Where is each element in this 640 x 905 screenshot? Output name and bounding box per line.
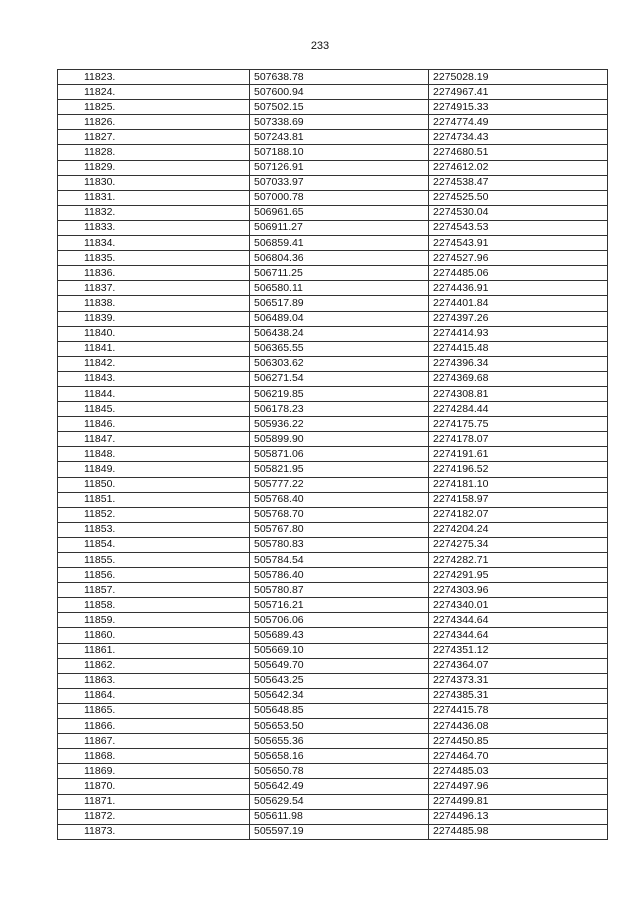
y-coordinate-cell: 2274436.08 [429, 719, 608, 734]
x-coordinate-cell: 507000.78 [250, 190, 429, 205]
x-coordinate-cell: 505655.36 [250, 734, 429, 749]
y-coordinate-cell: 2274181.10 [429, 477, 608, 492]
x-coordinate-cell: 506489.04 [250, 311, 429, 326]
table-row [58, 205, 608, 220]
table-row [58, 809, 608, 824]
point-number-cell: 11842. [58, 356, 250, 371]
point-number-cell: 11859. [58, 613, 250, 628]
point-number-cell: 11836. [58, 266, 250, 281]
x-coordinate-cell: 505648.85 [250, 703, 429, 718]
point-number-cell: 11829. [58, 160, 250, 175]
point-number-cell: 11824. [58, 85, 250, 100]
point-number-cell: 11826. [58, 115, 250, 130]
x-coordinate-cell: 505653.50 [250, 719, 429, 734]
point-number-cell: 11833. [58, 220, 250, 235]
table-row [58, 613, 608, 628]
point-number-cell: 11866. [58, 719, 250, 734]
table-row [58, 779, 608, 794]
x-coordinate-cell: 505768.70 [250, 507, 429, 522]
y-coordinate-cell: 2274543.91 [429, 236, 608, 251]
table-row [58, 764, 608, 779]
x-coordinate-cell: 506580.11 [250, 281, 429, 296]
x-coordinate-cell: 506303.62 [250, 356, 429, 371]
point-number-cell: 11852. [58, 507, 250, 522]
point-number-cell: 11850. [58, 477, 250, 492]
table-row [58, 432, 608, 447]
x-coordinate-cell: 505786.40 [250, 568, 429, 583]
x-coordinate-cell: 505649.70 [250, 658, 429, 673]
y-coordinate-cell: 2274385.31 [429, 688, 608, 703]
point-number-cell: 11843. [58, 371, 250, 386]
x-coordinate-cell: 505706.06 [250, 613, 429, 628]
x-coordinate-cell: 507502.15 [250, 100, 429, 115]
coordinates-table-body [58, 70, 608, 840]
point-number-cell: 11871. [58, 794, 250, 809]
point-number-cell: 11846. [58, 417, 250, 432]
point-number-cell: 11825. [58, 100, 250, 115]
x-coordinate-cell: 505658.16 [250, 749, 429, 764]
point-number-cell: 11844. [58, 386, 250, 401]
y-coordinate-cell: 2274396.34 [429, 356, 608, 371]
y-coordinate-cell: 2274344.64 [429, 628, 608, 643]
x-coordinate-cell: 506178.23 [250, 402, 429, 417]
x-coordinate-cell: 506219.85 [250, 386, 429, 401]
table-row [58, 236, 608, 251]
point-number-cell: 11864. [58, 688, 250, 703]
x-coordinate-cell: 505611.98 [250, 809, 429, 824]
point-number-cell: 11835. [58, 251, 250, 266]
table-row [58, 749, 608, 764]
table-row [58, 326, 608, 341]
y-coordinate-cell: 2274530.04 [429, 205, 608, 220]
y-coordinate-cell: 2274485.06 [429, 266, 608, 281]
y-coordinate-cell: 2274275.34 [429, 537, 608, 552]
x-coordinate-cell: 505767.80 [250, 522, 429, 537]
x-coordinate-cell: 505871.06 [250, 447, 429, 462]
y-coordinate-cell: 2274464.70 [429, 749, 608, 764]
x-coordinate-cell: 506271.54 [250, 371, 429, 386]
point-number-cell: 11863. [58, 673, 250, 688]
point-number-cell: 11854. [58, 537, 250, 552]
y-coordinate-cell: 2274774.49 [429, 115, 608, 130]
table-row [58, 341, 608, 356]
x-coordinate-cell: 505629.54 [250, 794, 429, 809]
x-coordinate-cell: 506961.65 [250, 205, 429, 220]
x-coordinate-cell: 507188.10 [250, 145, 429, 160]
x-coordinate-cell: 507338.69 [250, 115, 429, 130]
point-number-cell: 11838. [58, 296, 250, 311]
y-coordinate-cell: 2274373.31 [429, 673, 608, 688]
y-coordinate-cell: 2274436.91 [429, 281, 608, 296]
table-row [58, 281, 608, 296]
y-coordinate-cell: 2274543.53 [429, 220, 608, 235]
x-coordinate-cell: 505642.34 [250, 688, 429, 703]
point-number-cell: 11827. [58, 130, 250, 145]
y-coordinate-cell: 2274175.75 [429, 417, 608, 432]
table-row [58, 447, 608, 462]
x-coordinate-cell: 506438.24 [250, 326, 429, 341]
x-coordinate-cell: 505777.22 [250, 477, 429, 492]
point-number-cell: 11869. [58, 764, 250, 779]
x-coordinate-cell: 505669.10 [250, 643, 429, 658]
y-coordinate-cell: 2274915.33 [429, 100, 608, 115]
point-number-cell: 11858. [58, 598, 250, 613]
y-coordinate-cell: 2274967.41 [429, 85, 608, 100]
point-number-cell: 11870. [58, 779, 250, 794]
table-row [58, 85, 608, 100]
y-coordinate-cell: 2274415.78 [429, 703, 608, 718]
x-coordinate-cell: 505936.22 [250, 417, 429, 432]
point-number-cell: 11823. [58, 70, 250, 85]
table-row [58, 507, 608, 522]
y-coordinate-cell: 2274351.12 [429, 643, 608, 658]
x-coordinate-cell: 507126.91 [250, 160, 429, 175]
table-row [58, 100, 608, 115]
y-coordinate-cell: 2274499.81 [429, 794, 608, 809]
table-row [58, 537, 608, 552]
x-coordinate-cell: 505650.78 [250, 764, 429, 779]
table-row [58, 673, 608, 688]
table-row [58, 568, 608, 583]
y-coordinate-cell: 2274450.85 [429, 734, 608, 749]
y-coordinate-cell: 2274284.44 [429, 402, 608, 417]
x-coordinate-cell: 505689.43 [250, 628, 429, 643]
table-row [58, 462, 608, 477]
point-number-cell: 11848. [58, 447, 250, 462]
coordinates-table [57, 69, 608, 840]
y-coordinate-cell: 2274178.07 [429, 432, 608, 447]
table-row [58, 145, 608, 160]
table-row [58, 598, 608, 613]
point-number-cell: 11828. [58, 145, 250, 160]
table-row [58, 386, 608, 401]
y-coordinate-cell: 2274734.43 [429, 130, 608, 145]
point-number-cell: 11845. [58, 402, 250, 417]
x-coordinate-cell: 506911.27 [250, 220, 429, 235]
y-coordinate-cell: 2274397.26 [429, 311, 608, 326]
table-row [58, 190, 608, 205]
table-row [58, 175, 608, 190]
y-coordinate-cell: 2274191.61 [429, 447, 608, 462]
y-coordinate-cell: 2274303.96 [429, 583, 608, 598]
y-coordinate-cell: 2274527.96 [429, 251, 608, 266]
point-number-cell: 11834. [58, 236, 250, 251]
table-row [58, 220, 608, 235]
table-row [58, 553, 608, 568]
x-coordinate-cell: 507033.97 [250, 175, 429, 190]
y-coordinate-cell: 2274158.97 [429, 492, 608, 507]
y-coordinate-cell: 2274344.64 [429, 613, 608, 628]
y-coordinate-cell: 2275028.19 [429, 70, 608, 85]
point-number-cell: 11849. [58, 462, 250, 477]
point-number-cell: 11872. [58, 809, 250, 824]
table-row [58, 522, 608, 537]
table-row [58, 371, 608, 386]
point-number-cell: 11855. [58, 553, 250, 568]
table-row [58, 296, 608, 311]
point-number-cell: 11873. [58, 824, 250, 839]
point-number-cell: 11853. [58, 522, 250, 537]
x-coordinate-cell: 505642.49 [250, 779, 429, 794]
x-coordinate-cell: 506711.25 [250, 266, 429, 281]
y-coordinate-cell: 2274414.93 [429, 326, 608, 341]
y-coordinate-cell: 2274612.02 [429, 160, 608, 175]
table-row [58, 688, 608, 703]
table-row [58, 734, 608, 749]
x-coordinate-cell: 505768.40 [250, 492, 429, 507]
table-row [58, 492, 608, 507]
y-coordinate-cell: 2274196.52 [429, 462, 608, 477]
table-row [58, 703, 608, 718]
x-coordinate-cell: 505821.95 [250, 462, 429, 477]
table-row [58, 417, 608, 432]
table-row [58, 719, 608, 734]
point-number-cell: 11857. [58, 583, 250, 598]
point-number-cell: 11841. [58, 341, 250, 356]
point-number-cell: 11851. [58, 492, 250, 507]
point-number-cell: 11840. [58, 326, 250, 341]
y-coordinate-cell: 2274415.48 [429, 341, 608, 356]
point-number-cell: 11862. [58, 658, 250, 673]
point-number-cell: 11832. [58, 205, 250, 220]
point-number-cell: 11867. [58, 734, 250, 749]
point-number-cell: 11861. [58, 643, 250, 658]
point-number-cell: 11856. [58, 568, 250, 583]
point-number-cell: 11847. [58, 432, 250, 447]
x-coordinate-cell: 506365.55 [250, 341, 429, 356]
table-row [58, 477, 608, 492]
y-coordinate-cell: 2274525.50 [429, 190, 608, 205]
y-coordinate-cell: 2274204.24 [429, 522, 608, 537]
y-coordinate-cell: 2274308.81 [429, 386, 608, 401]
point-number-cell: 11860. [58, 628, 250, 643]
table-row [58, 160, 608, 175]
point-number-cell: 11868. [58, 749, 250, 764]
point-number-cell: 11839. [58, 311, 250, 326]
x-coordinate-cell: 505780.87 [250, 583, 429, 598]
table-row [58, 356, 608, 371]
y-coordinate-cell: 2274680.51 [429, 145, 608, 160]
x-coordinate-cell: 505716.21 [250, 598, 429, 613]
x-coordinate-cell: 506517.89 [250, 296, 429, 311]
x-coordinate-cell: 507600.94 [250, 85, 429, 100]
table-row [58, 658, 608, 673]
table-row [58, 115, 608, 130]
x-coordinate-cell: 505899.90 [250, 432, 429, 447]
y-coordinate-cell: 2274291.95 [429, 568, 608, 583]
table-row [58, 311, 608, 326]
x-coordinate-cell: 506859.41 [250, 236, 429, 251]
page-number: 233 [310, 40, 330, 52]
y-coordinate-cell: 2274496.13 [429, 809, 608, 824]
y-coordinate-cell: 2274364.07 [429, 658, 608, 673]
y-coordinate-cell: 2274401.84 [429, 296, 608, 311]
table-row [58, 70, 608, 85]
point-number-cell: 11865. [58, 703, 250, 718]
table-row [58, 251, 608, 266]
point-number-cell: 11831. [58, 190, 250, 205]
y-coordinate-cell: 2274282.71 [429, 553, 608, 568]
y-coordinate-cell: 2274485.98 [429, 824, 608, 839]
x-coordinate-cell: 507638.78 [250, 70, 429, 85]
point-number-cell: 11837. [58, 281, 250, 296]
table-row [58, 628, 608, 643]
x-coordinate-cell: 505597.19 [250, 824, 429, 839]
x-coordinate-cell: 505784.54 [250, 553, 429, 568]
x-coordinate-cell: 505643.25 [250, 673, 429, 688]
y-coordinate-cell: 2274340.01 [429, 598, 608, 613]
table-row [58, 794, 608, 809]
y-coordinate-cell: 2274485.03 [429, 764, 608, 779]
x-coordinate-cell: 506804.36 [250, 251, 429, 266]
table-row [58, 583, 608, 598]
y-coordinate-cell: 2274369.68 [429, 371, 608, 386]
x-coordinate-cell: 507243.81 [250, 130, 429, 145]
table-row [58, 266, 608, 281]
table-row [58, 824, 608, 839]
table-row [58, 130, 608, 145]
point-number-cell: 11830. [58, 175, 250, 190]
table-row [58, 402, 608, 417]
y-coordinate-cell: 2274538.47 [429, 175, 608, 190]
table-row [58, 643, 608, 658]
y-coordinate-cell: 2274497.96 [429, 779, 608, 794]
y-coordinate-cell: 2274182.07 [429, 507, 608, 522]
x-coordinate-cell: 505780.83 [250, 537, 429, 552]
